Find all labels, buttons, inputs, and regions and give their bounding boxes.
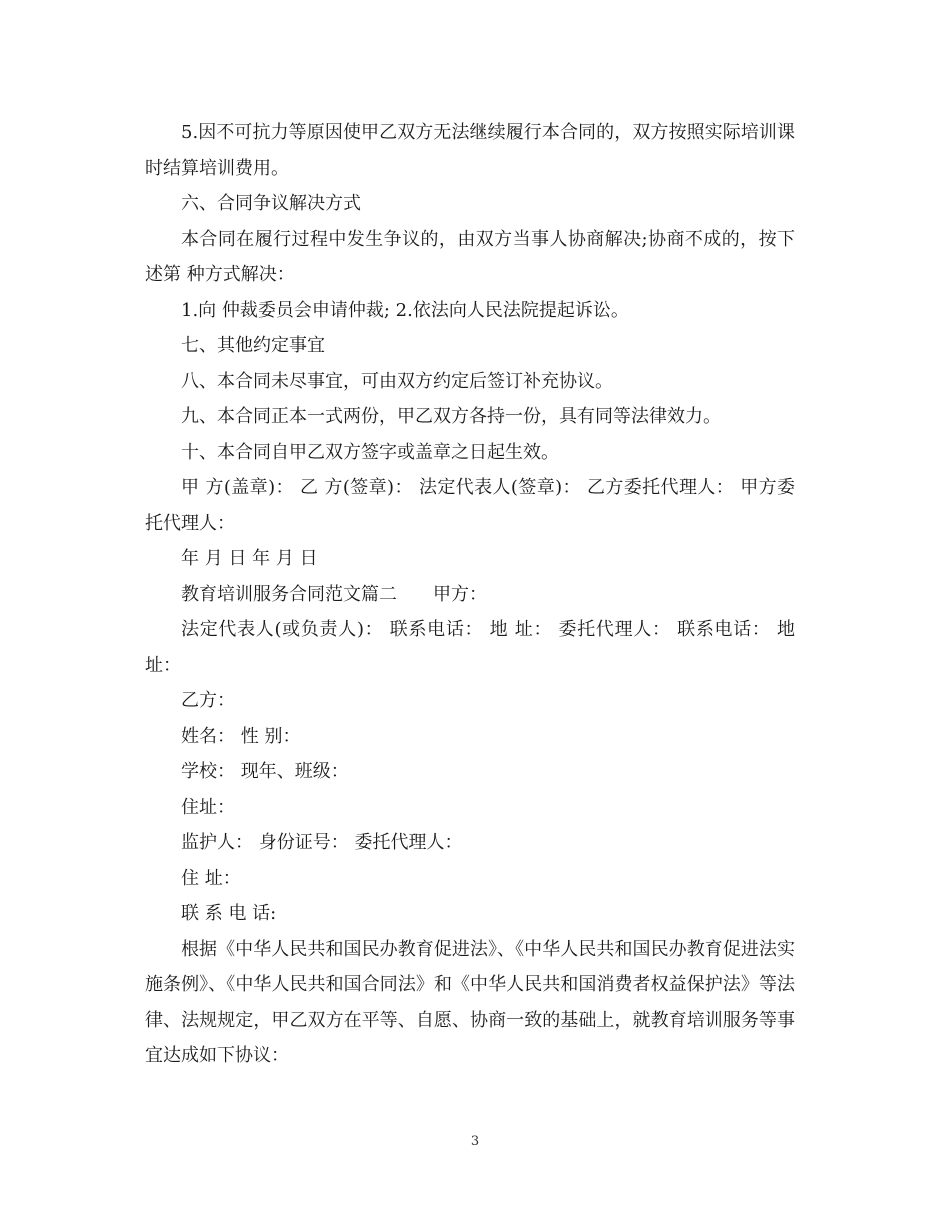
signature-block: 甲 方(盖章)： 乙 方(签章)： 法定代表人(签章)： 乙方委托代理人： 甲方委托代理人：: [145, 477, 795, 534]
clause-ten: 十、本合同自甲乙双方签字或盖章之日起生效。: [181, 441, 559, 463]
party-b-name-gender: 姓名： 性 别：: [181, 725, 301, 747]
party-b-school: 学校： 现年、班级：: [181, 761, 349, 782]
party-b-label: 乙方：: [181, 690, 235, 711]
guardian-phone: 联 系 电 话:: [181, 903, 277, 924]
guardian-details: 监护人： 身份证号： 委托代理人：: [181, 832, 463, 853]
paragraph-arbitration-options: 1.向 仲裁委员会申请仲裁; 2.依法向人民法院提起诉讼。: [181, 299, 629, 321]
clause-eight: 八、本合同未尽事宜，可由双方约定后签订补充协议。: [181, 370, 613, 392]
page-number: 3: [470, 1134, 480, 1149]
heading-other-matters: 七、其他约定事宜: [181, 335, 325, 356]
date-line: 年 月 日 年 月 日: [181, 548, 318, 569]
party-b-address: 住址：: [181, 796, 235, 818]
document-body: [145, 115, 795, 1074]
section-title-template-two: 教育培训服务合同范文篇二 甲方：: [181, 583, 487, 605]
heading-dispute-resolution: 六、合同争议解决方式: [181, 193, 361, 214]
paragraph-force-majeure: 5.因不可抗力等原因使甲乙双方无法继续履行本合同的，双方按照实际培训课时结算培训费用。: [145, 122, 795, 179]
guardian-address: 住 址：: [181, 867, 241, 889]
party-a-details: 法定代表人(或负责人)： 联系电话： 地 址： 委托代理人： 联系电话： 地址：: [145, 619, 795, 676]
legal-basis-paragraph: 根据《中华人民共和国民办教育促进法》、《中华人民共和国民办教育促进法实施条例》、《中华人民共和国合同法》和《中华人民共和国消费者权益保护法》等法律、法规规定，甲乙双方在平等、自愿、协商一致的基础上，就教育培训服务等事宜达成如下协议：: [145, 938, 795, 1066]
clause-nine: 九、本合同正本一式两份，甲乙双方各持一份，具有同等法律效力。: [181, 406, 721, 427]
paragraph-dispute-negotiation: 本合同在履行过程中发生争议的，由双方当事人协商解决;协商不成的，按下述第 种方式解决：: [145, 228, 795, 285]
